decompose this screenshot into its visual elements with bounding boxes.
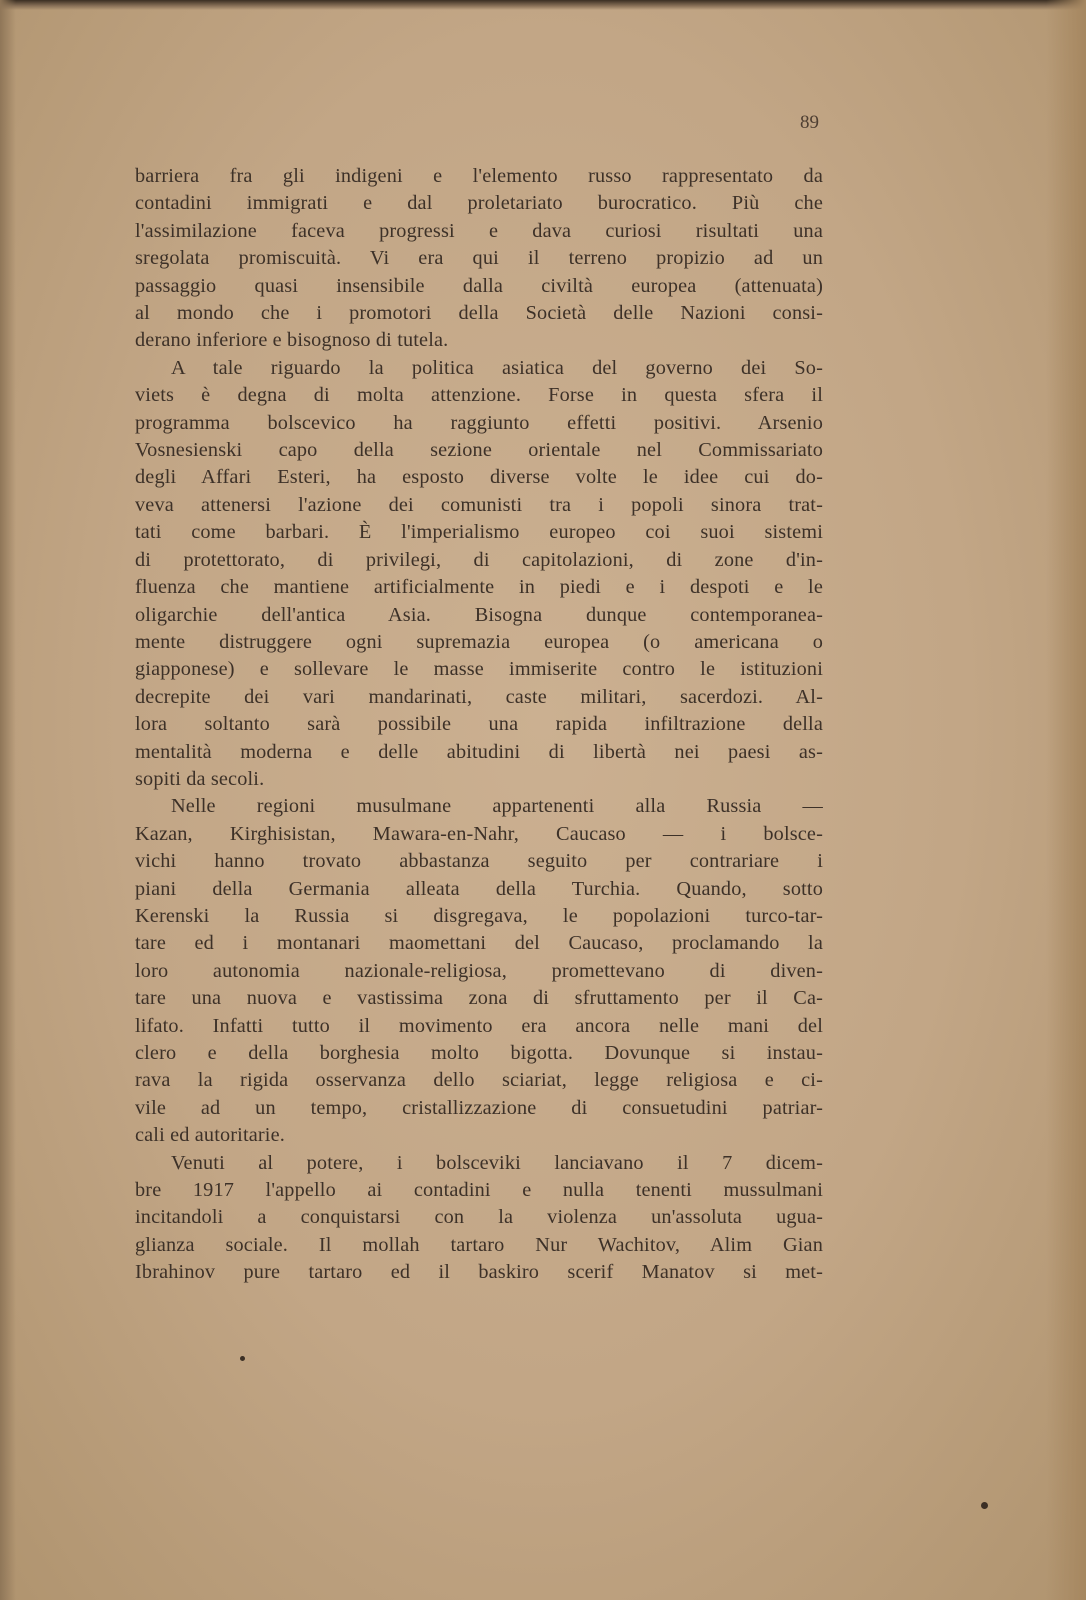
text-line: rava la rigida osservanza dello sciariat, legge religiosa e ci- [135,1069,823,1092]
text-line: Vosnesienski capo della sezione orientale nel Commissariato [135,439,823,462]
text-line: sopiti da secoli. [135,767,265,790]
text-line: mente distruggere ogni supremazia europea (o americana o [135,630,823,653]
text-line: barriera fra gli indigeni e l'elemento russo rappresentato da [135,165,823,187]
page-top-shadow [0,0,1086,10]
text-line: glianza sociale. Il mollah tartaro Nur Wachitov, Alim Gian [135,1233,823,1256]
text-line: passaggio quasi insensibile dalla civiltà europea (attenuata) [135,274,823,297]
ink-speck [240,1356,245,1361]
text-line: Ibrahinov pure tartaro ed il baskiro scerif Manatov si met- [135,1261,823,1284]
text-line: incitandoli a conquistarsi con la violenza un'assoluta ugua- [135,1206,823,1229]
paragraph-start: Nelle regioni musulmane appartenenti alla Russia — [171,795,823,818]
text-line: mentalità moderna e delle abitudini di libertà nei paesi as- [135,740,823,763]
page-left-shadow [0,0,16,1600]
text-line: giapponese) e sollevare le masse immiserite contro le istituzioni [135,658,823,681]
text-line: fluenza che mantiene artificialmente in piedi e i despoti e le [135,576,823,599]
text-line: Kerenski la Russia si disgregava, le popolazioni turco-tar- [135,904,823,927]
text-line: degli Affari Esteri, ha esposto diverse volte le idee cui do- [135,466,823,489]
ink-speck [981,1502,988,1509]
text-line: vile ad un tempo, cristallizzazione di consuetudini patriar- [135,1096,823,1119]
text-line: veva attenersi l'azione dei comunisti tra i popoli sinora trat- [135,493,823,516]
text-line: derano inferiore e bisognoso di tutela. [135,329,449,352]
body-text [135,163,823,1287]
text-line: decrepite dei vari mandarinati, caste militari, sacerdozi. Al- [135,685,823,708]
text-line: lifato. Infatti tutto il movimento era ancora nelle mani del [135,1014,823,1037]
text-line: l'assimilazione faceva progressi e dava curiosi risultati una [135,219,823,242]
text-line: bre 1917 l'appello ai contadini e nulla tenenti mussulmani [135,1179,823,1202]
text-line: vichi hanno trovato abbastanza seguito per contrariare i [135,850,823,873]
text-line: Kazan, Kirghisistan, Mawara-en-Nahr, Caucaso — i bolsce- [135,822,823,845]
text-line: programma bolscevico ha raggiunto effetti positivi. Arsenio [135,411,823,434]
text-line: tati come barbari. È l'imperialismo europeo coi suoi sistemi [135,521,823,544]
page-number: 89 [800,112,819,133]
text-line: lora soltanto sarà possibile una rapida infiltrazione della [135,713,823,736]
text-line: tare ed i montanari maomettani del Caucaso, proclamando la [135,932,823,955]
text-line: loro autonomia nazionale-religiosa, promettevano di diven- [135,959,823,982]
text-line: cali ed autoritarie. [135,1124,285,1147]
text-line: al mondo che i promotori della Società delle Nazioni consi- [135,302,823,325]
text-line: tare una nuova e vastissima zona di sfruttamento per il Ca- [135,987,823,1010]
text-line: clero e della borghesia molto bigotta. Dovunque si instau- [135,1042,823,1064]
text-line: sregolata promiscuità. Vi era qui il terreno propizio ad un [135,247,823,270]
text-line: viets è degna di molta attenzione. Forse in questa sfera il [135,384,823,407]
text-line: di protettorato, di privilegi, di capitolazioni, di zone d'in- [135,548,823,571]
page-right-shadow [1046,0,1086,1600]
text-line: piani della Germania alleata della Turchia. Quando, sotto [135,877,823,900]
text-line: oligarchie dell'antica Asia. Bisogna dunque contemporanea- [135,603,823,626]
text-line: contadini immigrati e dal proletariato burocratico. Più che [135,192,823,215]
paragraph-start: Venuti al potere, i bolsceviki lanciavano il 7 dicem- [171,1151,823,1174]
paragraph-start: A tale riguardo la politica asiatica del governo dei So- [171,356,823,379]
